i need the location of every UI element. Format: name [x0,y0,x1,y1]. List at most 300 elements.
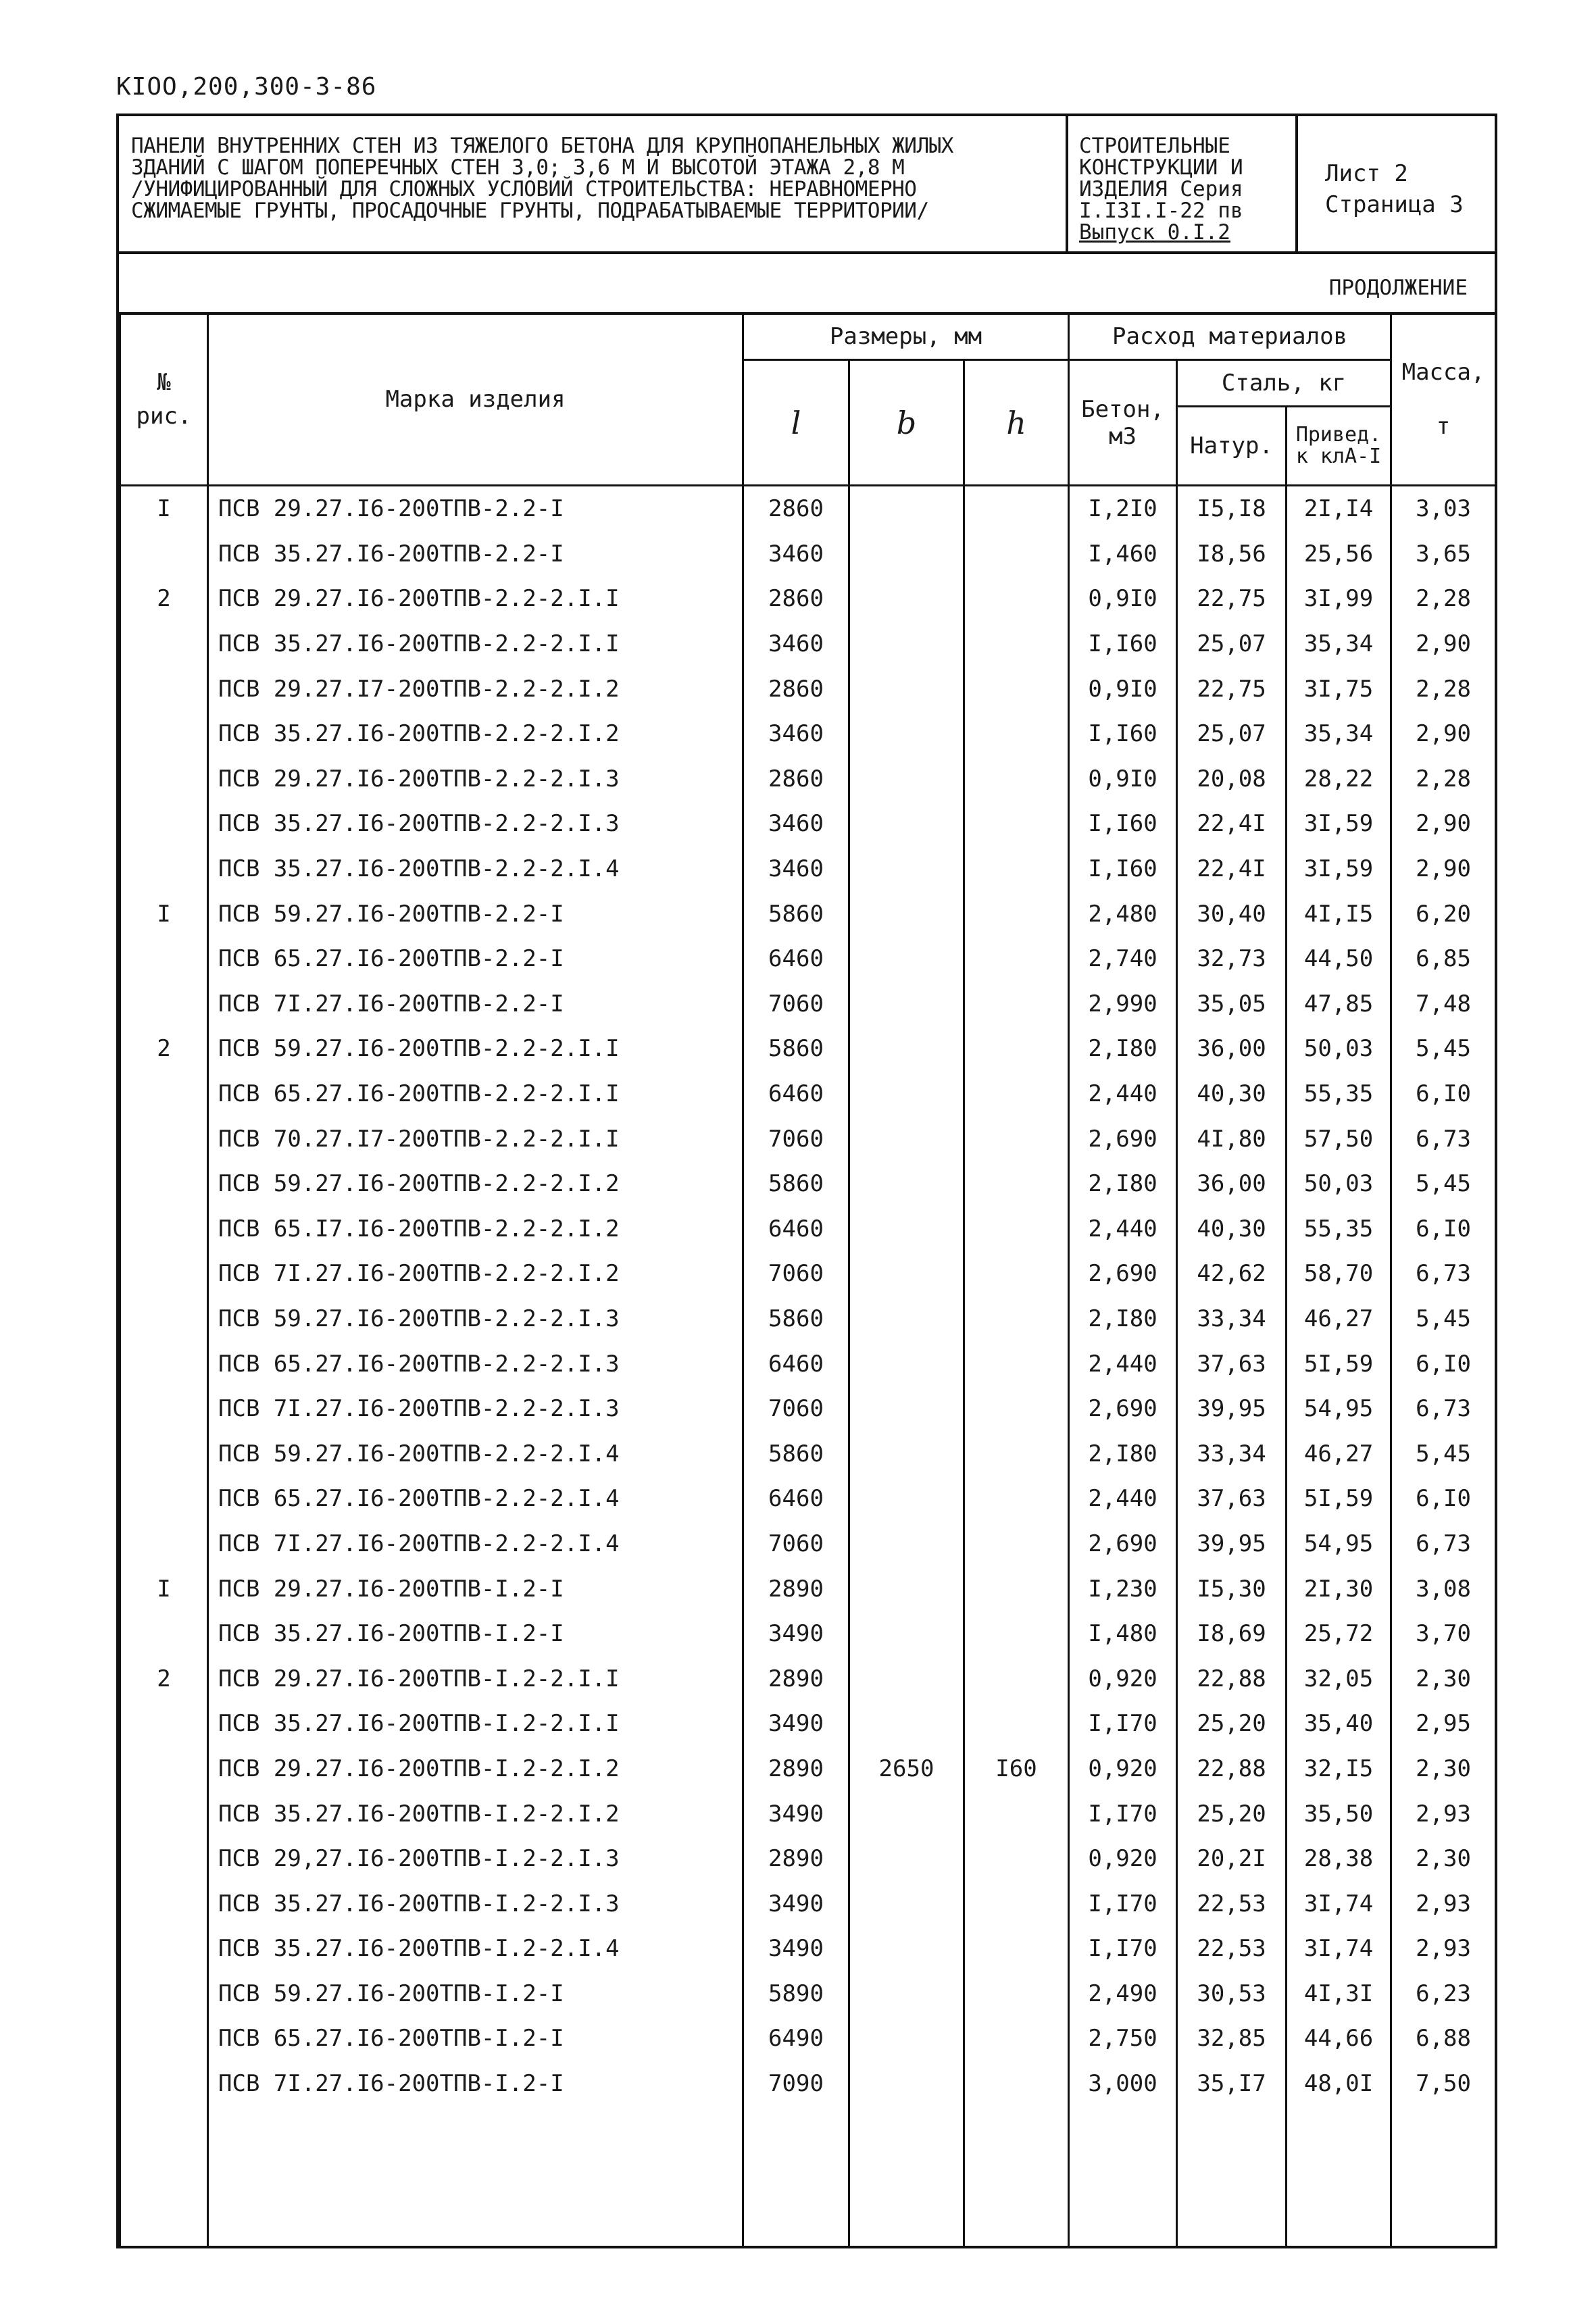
cell-mass: 7,48 [1391,982,1496,1027]
cell-mass: 2,30 [1391,1746,1496,1792]
header-steel [1177,360,1391,407]
cell-mass: 6,I0 [1391,1341,1496,1386]
empty-cell [964,2106,1069,2248]
sheet-frame [116,114,1497,2248]
cell-l: 3460 [743,801,849,847]
cell-h [964,1251,1069,1297]
cell-fig [120,2016,208,2061]
table-row [120,1251,1496,1297]
cell-l: 7060 [743,1386,849,1432]
cell-b [849,891,964,936]
cell-fig [120,666,208,711]
table-row [120,1971,1496,2017]
cell-concrete: I,I70 [1069,1701,1177,1746]
cell-natural: 25,20 [1177,1791,1287,1836]
header-natural [1177,407,1287,486]
cell-reduced: 44,50 [1287,936,1391,982]
cell-l: 6460 [743,1072,849,1117]
cell-l: 3490 [743,1926,849,1971]
cell-natural: 37,63 [1177,1476,1287,1521]
cell-h [964,622,1069,667]
cell-natural: 22,4I [1177,801,1287,847]
cell-mark: ПСВ 35.27.I6-200ТПВ-2.2-I [208,532,743,577]
cell-reduced: 44,66 [1287,2016,1391,2061]
cell-reduced: 47,85 [1287,982,1391,1027]
cell-natural: 37,63 [1177,1341,1287,1386]
cell-concrete: 2,690 [1069,1116,1177,1161]
table-row [120,532,1496,577]
table-row [120,1566,1496,1611]
cell-b [849,2061,964,2107]
cell-concrete: I,I70 [1069,1926,1177,1971]
title-line: ПАНЕЛИ ВНУТРЕННИХ СТЕН ИЗ ТЯЖЕЛОГО БЕТОНА ДЛЯ КРУПНОПАНЕЛЬНЫХ ЖИЛЫХ [131,134,953,158]
products-table [119,312,1497,2248]
cell-concrete: I,I60 [1069,711,1177,757]
cell-mark: ПСВ 29.27.I6-200ТПВ-I.2-I [208,1566,743,1611]
cell-mass: 2,95 [1391,1701,1496,1746]
table-row [120,1297,1496,1342]
cell-mark: ПСВ 35.27.I6-200ТПВ-I.2-I [208,1611,743,1657]
cell-reduced: 4I,3I [1287,1971,1391,2017]
cell-h [964,1521,1069,1567]
cell-b [849,1566,964,1611]
cell-mark: ПСВ 7I.27.I6-200ТПВ-2.2-2.I.4 [208,1521,743,1567]
cell-b [849,1072,964,1117]
cell-concrete: 0,920 [1069,1746,1177,1792]
cell-mark: ПСВ 59.27.I6-200ТПВ-2.2-2.I.2 [208,1161,743,1207]
cell-reduced: 58,70 [1287,1251,1391,1297]
series-info [1068,116,1298,251]
cell-mass: 2,28 [1391,576,1496,622]
cell-l: 7060 [743,1116,849,1161]
cell-fig: 2 [120,576,208,622]
cell-mass: 6,73 [1391,1386,1496,1432]
cell-reduced: 3I,59 [1287,847,1391,892]
cell-h [964,1926,1069,1971]
cell-mass: 3,70 [1391,1611,1496,1657]
cell-fig [120,622,208,667]
table-row [120,1656,1496,1701]
table-row [120,1341,1496,1386]
cell-mark: ПСВ 65.27.I6-200ТПВ-2.2-2.I.3 [208,1341,743,1386]
cell-concrete: 2,990 [1069,982,1177,1027]
cell-reduced: 3I,74 [1287,1926,1391,1971]
cell-mark: ПСВ 29.27.I7-200ТПВ-2.2-2.I.2 [208,666,743,711]
cell-b [849,711,964,757]
cell-fig [120,1207,208,1252]
cell-reduced: 3I,99 [1287,576,1391,622]
cell-fig: 2 [120,1656,208,1701]
cell-l: 3490 [743,1701,849,1746]
empty-cell [1069,2106,1177,2248]
cell-concrete: 2,440 [1069,1207,1177,1252]
cell-reduced: 2I,30 [1287,1566,1391,1611]
cell-fig [120,1476,208,1521]
continuation-row [119,251,1495,315]
cell-fig [120,1297,208,1342]
cell-h [964,1341,1069,1386]
cell-l: 7060 [743,1521,849,1567]
cell-l: 5890 [743,1971,849,2017]
cell-natural: 25,07 [1177,622,1287,667]
cell-mark: ПСВ 35.27.I6-200ТПВ-I.2-2.I.4 [208,1926,743,1971]
cell-natural: 30,40 [1177,891,1287,936]
empty-cell [849,2106,964,2248]
cell-mark: ПСВ 7I.27.I6-200ТПВ-2.2-2.I.3 [208,1386,743,1432]
cell-natural: 32,73 [1177,936,1287,982]
cell-reduced: 54,95 [1287,1521,1391,1567]
header-sizes [743,313,1069,360]
cell-h [964,1161,1069,1207]
cell-mass: 2,90 [1391,801,1496,847]
cell-reduced: 57,50 [1287,1116,1391,1161]
cell-concrete: 0,9I0 [1069,576,1177,622]
cell-b [849,2016,964,2061]
cell-fig [120,1251,208,1297]
series-line: КОНСТРУКЦИИ И [1079,155,1243,180]
cell-reduced: 32,I5 [1287,1746,1391,1792]
cell-mark: ПСВ 35.27.I6-200ТПВ-2.2-2.I.I [208,622,743,667]
series-line: I.I3I.I-22 пв [1079,199,1243,223]
cell-mark: ПСВ 29.27.I6-200ТПВ-I.2-2.I.2 [208,1746,743,1792]
cell-h [964,1611,1069,1657]
cell-fig [120,1701,208,1746]
cell-b [849,1611,964,1657]
cell-concrete: 2,I80 [1069,1297,1177,1342]
cell-mass: 2,90 [1391,847,1496,892]
cell-natural: 22,4I [1177,847,1287,892]
cell-b [849,532,964,577]
cell-h [964,1656,1069,1701]
cell-concrete: I,I60 [1069,622,1177,667]
cell-l: 3490 [743,1791,849,1836]
cell-concrete: 2,I80 [1069,1161,1177,1207]
cell-b [849,1476,964,1521]
cell-reduced: 35,40 [1287,1701,1391,1746]
table-row [120,1161,1496,1207]
cell-l: 2890 [743,1836,849,1882]
cell-mass: 6,73 [1391,1116,1496,1161]
cell-concrete: I,I70 [1069,1791,1177,1836]
table-row [120,1881,1496,1926]
cell-fig [120,1521,208,1567]
cell-concrete: I,I70 [1069,1881,1177,1926]
cell-h [964,1476,1069,1521]
cell-mark: ПСВ 29.27.I6-200ТПВ-2.2-2.I.I [208,576,743,622]
header-concrete [1069,360,1177,486]
cell-h [964,2016,1069,2061]
cell-l: 7090 [743,2061,849,2107]
cell-natural: 35,05 [1177,982,1287,1027]
cell-l: 6460 [743,1341,849,1386]
empty-cell [1287,2106,1391,2248]
table-row [120,1926,1496,1971]
empty-cell [1177,2106,1287,2248]
cell-mass: 6,20 [1391,891,1496,936]
cell-natural: 20,2I [1177,1836,1287,1882]
header-l-symbol: l [791,404,801,441]
cell-l: 2860 [743,486,849,532]
cell-mass: 2,90 [1391,711,1496,757]
cell-natural: 36,00 [1177,1026,1287,1072]
empty-cell [208,2106,743,2248]
cell-concrete: 2,750 [1069,2016,1177,2061]
cell-mass: 5,45 [1391,1026,1496,1072]
empty-cell [743,2106,849,2248]
cell-mass: 2,93 [1391,1881,1496,1926]
cell-natural: 42,62 [1177,1251,1287,1297]
cell-b [849,936,964,982]
table-row [120,486,1496,532]
header-b-symbol: b [896,404,917,441]
cell-concrete: 2,480 [1069,891,1177,936]
cell-concrete: 2,440 [1069,1476,1177,1521]
cell-fig [120,936,208,982]
cell-natural: I5,I8 [1177,486,1287,532]
cell-reduced: 46,27 [1287,1431,1391,1476]
cell-natural: 22,53 [1177,1881,1287,1926]
cell-concrete: 2,740 [1069,936,1177,982]
header-natural-label: Натур. [1190,432,1273,459]
table-row [120,1836,1496,1882]
header-fig [120,313,208,486]
header-fig-no: № [157,369,171,396]
cell-concrete: 0,9I0 [1069,757,1177,802]
cell-b [849,1161,964,1207]
cell-fig [120,1791,208,1836]
cell-l: 7060 [743,1251,849,1297]
title-line: СЖИМАЕМЫЕ ГРУНТЫ, ПРОСАДОЧНЫЕ ГРУНТЫ, ПОДРАБАТЫВАЕМЫЕ ТЕРРИТОРИИ/ [131,199,929,223]
cell-b [849,1926,964,1971]
cell-concrete: I,460 [1069,532,1177,577]
table-row [120,576,1496,622]
cell-h [964,1431,1069,1476]
cell-b [849,622,964,667]
cell-reduced: 54,95 [1287,1386,1391,1432]
cell-l: 6460 [743,1476,849,1521]
cell-mark: ПСВ 29.27.I6-200ТПВ-I.2-2.I.I [208,1656,743,1701]
cell-reduced: 46,27 [1287,1297,1391,1342]
cell-l: 2860 [743,757,849,802]
table-row [120,757,1496,802]
series-line: СТРОИТЕЛЬНЫЕ [1079,134,1230,158]
table-row [120,1521,1496,1567]
table-row [120,847,1496,892]
cell-natural: 22,53 [1177,1926,1287,1971]
cell-l: 5860 [743,1297,849,1342]
cell-b [849,982,964,1027]
cell-h [964,666,1069,711]
cell-h [964,1971,1069,2017]
cell-l: 6490 [743,2016,849,2061]
header-sizes-label: Размеры, мм [829,323,982,350]
cell-natural: 39,95 [1177,1521,1287,1567]
cell-concrete: I,I60 [1069,801,1177,847]
cell-fig [120,1341,208,1386]
cell-reduced: 32,05 [1287,1656,1391,1701]
cell-natural: 36,00 [1177,1161,1287,1207]
cell-concrete: 2,690 [1069,1386,1177,1432]
cell-mark: ПСВ 29,27.I6-200ТПВ-I.2-2.I.3 [208,1836,743,1882]
cell-b [849,1836,964,1882]
cell-natural: 33,34 [1177,1297,1287,1342]
cell-fig [120,532,208,577]
cell-l: 7060 [743,982,849,1027]
cell-fig: I [120,1566,208,1611]
page-number: Страница 3 [1325,191,1464,218]
cell-h [964,847,1069,892]
header-concrete-unit: м3 [1109,422,1137,450]
cell-l: 5860 [743,1026,849,1072]
cell-natural: I5,30 [1177,1566,1287,1611]
cell-b [849,1297,964,1342]
cell-reduced: 50,03 [1287,1026,1391,1072]
cell-mark: ПСВ 65.27.I6-200ТПВ-2.2-I [208,936,743,982]
cell-h [964,1836,1069,1882]
series-line: Выпуск 0.I.2 [1079,220,1230,245]
cell-mark: ПСВ 59.27.I6-200ТПВ-2.2-2.I.4 [208,1431,743,1476]
cell-l: 5860 [743,891,849,936]
table-row [120,891,1496,936]
table-row [120,1072,1496,1117]
cell-concrete: I,230 [1069,1566,1177,1611]
empty-cell [120,2106,208,2248]
cell-h [964,801,1069,847]
cell-natural: I8,69 [1177,1611,1287,1657]
cell-fig [120,1611,208,1657]
cell-h [964,1386,1069,1432]
cell-mark: ПСВ 59.27.I6-200ТПВ-2.2-I [208,891,743,936]
cell-concrete: 0,920 [1069,1656,1177,1701]
cell-mass: 2,30 [1391,1656,1496,1701]
title-line: ЗДАНИЙ С ШАГОМ ПОПЕРЕЧНЫХ СТЕН 3,0; 3,6 М И ВЫСОТОЙ ЭТАЖА 2,8 М [131,155,905,180]
cell-reduced: 25,56 [1287,532,1391,577]
cell-reduced: 3I,75 [1287,666,1391,711]
cell-mark: ПСВ 29.27.I6-200ТПВ-2.2-I [208,486,743,532]
cell-mark: ПСВ 35.27.I6-200ТПВ-I.2-2.I.2 [208,1791,743,1836]
cell-h [964,711,1069,757]
cell-mark: ПСВ 59.27.I6-200ТПВ-2.2-2.I.3 [208,1297,743,1342]
cell-mark: ПСВ 7I.27.I6-200ТПВ-I.2-I [208,2061,743,2107]
cell-fig [120,1116,208,1161]
cell-b [849,1521,964,1567]
cell-l: 5860 [743,1431,849,1476]
cell-fig [120,757,208,802]
cell-fig [120,1836,208,1882]
header-materials-label: Расход материалов [1112,323,1348,350]
cell-h [964,982,1069,1027]
cell-reduced: 28,22 [1287,757,1391,802]
cell-h [964,757,1069,802]
cell-concrete: 2,I80 [1069,1026,1177,1072]
cell-natural: 20,08 [1177,757,1287,802]
document-code: KIOO,200,300-3-86 [116,73,377,101]
cell-reduced: 28,38 [1287,1836,1391,1882]
cell-h [964,1072,1069,1117]
cell-concrete: 3,000 [1069,2061,1177,2107]
cell-b [849,1971,964,2017]
cell-mark: ПСВ 59.27.I6-200ТПВ-I.2-I [208,1971,743,2017]
cell-b [849,801,964,847]
cell-natural: 33,34 [1177,1431,1287,1476]
cell-mass: 2,28 [1391,757,1496,802]
cell-b [849,847,964,892]
cell-concrete: 2,690 [1069,1521,1177,1567]
cell-reduced: 5I,59 [1287,1341,1391,1386]
cell-mass: 6,23 [1391,1971,1496,2017]
cell-b [849,1431,964,1476]
table-body [120,486,1496,2249]
cell-b [849,486,964,532]
cell-reduced: 2I,I4 [1287,486,1391,532]
header-mass-unit: т [1436,413,1451,440]
empty-filler-row [120,2106,1496,2248]
table-row [120,1431,1496,1476]
cell-mass: 6,I0 [1391,1476,1496,1521]
cell-fig [120,1386,208,1432]
cell-l: 2890 [743,1746,849,1792]
cell-reduced: 55,35 [1287,1072,1391,1117]
header-h [964,360,1069,486]
cell-concrete: 2,490 [1069,1971,1177,2017]
cell-natural: 22,75 [1177,576,1287,622]
header-reduced-line2: к клА-I [1295,445,1382,468]
cell-h [964,1207,1069,1252]
cell-h [964,1881,1069,1926]
cell-h [964,1116,1069,1161]
cell-l: 2890 [743,1656,849,1701]
cell-b [849,1207,964,1252]
cell-h [964,1566,1069,1611]
cell-h [964,936,1069,982]
cell-natural: 25,20 [1177,1701,1287,1746]
cell-natural: 22,75 [1177,666,1287,711]
cell-mass: 2,90 [1391,622,1496,667]
cell-fig [120,1161,208,1207]
document-title [119,116,1068,251]
cell-fig [120,1072,208,1117]
cell-l: 3460 [743,847,849,892]
cell-concrete: 0,9I0 [1069,666,1177,711]
header-l [743,360,849,486]
cell-natural: 4I,80 [1177,1116,1287,1161]
cell-mass: 6,I0 [1391,1072,1496,1117]
cell-mass: 5,45 [1391,1431,1496,1476]
cell-mark: ПСВ 29.27.I6-200ТПВ-2.2-2.I.3 [208,757,743,802]
cell-mass: 2,93 [1391,1926,1496,1971]
table-row [120,1701,1496,1746]
cell-mark: ПСВ 35.27.I6-200ТПВ-I.2-2.I.I [208,1701,743,1746]
table-row [120,1026,1496,1072]
cell-mark: ПСВ 35.27.I6-200ТПВ-2.2-2.I.4 [208,847,743,892]
cell-reduced: 35,34 [1287,622,1391,667]
cell-l: 2860 [743,666,849,711]
cell-mark: ПСВ 7I.27.I6-200ТПВ-2.2-I [208,982,743,1027]
cell-l: 6460 [743,936,849,982]
cell-mark: ПСВ 35.27.I6-200ТПВ-2.2-2.I.3 [208,801,743,847]
cell-natural: 40,30 [1177,1207,1287,1252]
cell-fig [120,1746,208,1792]
cell-mass: 6,I0 [1391,1207,1496,1252]
cell-fig [120,847,208,892]
cell-b [849,1656,964,1701]
cell-natural: 25,07 [1177,711,1287,757]
cell-mark: ПСВ 35.27.I6-200ТПВ-2.2-2.I.2 [208,711,743,757]
cell-mass: 2,30 [1391,1836,1496,1882]
cell-fig [120,1926,208,1971]
cell-l: 3490 [743,1611,849,1657]
table-row [120,1386,1496,1432]
